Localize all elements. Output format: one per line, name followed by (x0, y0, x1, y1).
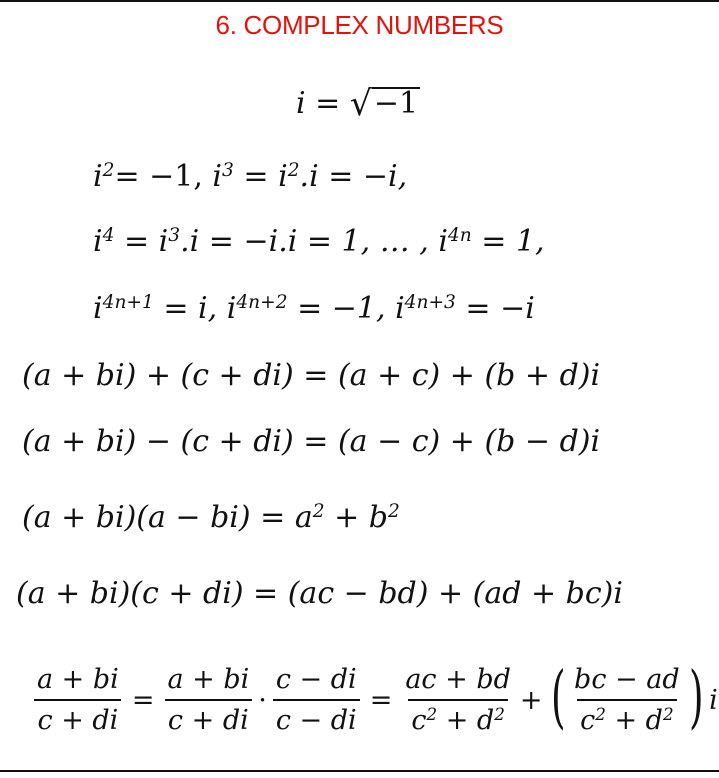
eq4-text: = −1, (287, 291, 396, 326)
denominator-term: c (411, 705, 427, 736)
fraction-original (164, 664, 252, 736)
fraction-denominator (408, 699, 508, 736)
equation-powers-4 (93, 224, 545, 259)
eq2-exponent: 3 (222, 159, 234, 181)
fraction-conjugate (273, 664, 360, 736)
eq7-exponent: 2 (387, 500, 400, 522)
fraction-real-part (402, 664, 514, 736)
eq3-exponent: 4n (447, 224, 472, 246)
equation-multiplication: (a + bi)(c + di) = (ac − bd) + (ad + bc)i (16, 576, 623, 611)
imaginary-unit: i (709, 684, 718, 716)
eq3-term: i (93, 224, 103, 259)
equation-powers-4n (93, 291, 535, 326)
equals-sign: = (369, 684, 393, 716)
fraction-denominator: c − di (273, 699, 360, 736)
eq2-term: i (212, 159, 223, 194)
denominator-exponent: 2 (662, 703, 674, 724)
eq3-term: i (158, 224, 169, 259)
equation-addition: (a + bi) + (c + di) = (a + c) + (b + d)i (22, 358, 601, 393)
equation-imaginary-unit (296, 83, 420, 124)
fraction-numerator: ac + bd (405, 664, 511, 695)
eq2-term: i (93, 159, 103, 194)
eq7-text: (a + bi)(a − bi) = a (22, 500, 313, 535)
left-parenthesis: ( (550, 658, 566, 737)
eq3-text: .i = −i.i = 1, … , (180, 224, 439, 259)
denominator-exponent: 2 (595, 703, 606, 724)
eq2-text: = −1, (114, 159, 213, 194)
eq4-term: i (226, 291, 237, 326)
eq1-equals: = (315, 86, 341, 121)
fraction-denominator (577, 699, 677, 736)
eq2-text: .i = −i, (299, 159, 408, 194)
eq2-term: i (278, 159, 288, 194)
fraction-numerator: a + bi (37, 664, 119, 695)
multiply-dot: · (258, 684, 267, 716)
eq7-exponent: 2 (312, 500, 325, 522)
eq2-text: = (233, 159, 279, 194)
equals-sign: = (131, 684, 155, 716)
eq2-exponent: 2 (102, 159, 115, 181)
eq4-term: i (93, 291, 103, 326)
radicand: −1 (373, 86, 419, 121)
equation-subtraction: (a + bi) − (c + di) = (a − c) + (b − d)i (22, 424, 601, 459)
fraction-numerator: c − di (275, 664, 357, 695)
fraction-numerator: a + bi (167, 664, 250, 695)
denominator-term: + d (437, 705, 495, 736)
eq7-text: + b (324, 500, 388, 535)
eq3-exponent: 4 (102, 224, 115, 246)
eq3-text: = 1, (471, 224, 545, 259)
bottom-divider (0, 770, 719, 772)
eq3-exponent: 3 (168, 224, 181, 246)
square-root (349, 83, 420, 124)
eq4-term: i (395, 291, 405, 326)
equation-powers-2-3 (93, 159, 408, 194)
fraction-denominator: c + di (165, 699, 252, 736)
fraction-imaginary-part (571, 664, 683, 736)
equation-conjugate-product (22, 500, 400, 535)
eq2-exponent: 2 (287, 159, 300, 181)
eq4-exponent: 4n+2 (236, 291, 288, 313)
eq1-lhs: i (296, 86, 306, 121)
eq4-text: = i, (153, 291, 227, 326)
eq4-text: = −i (455, 291, 535, 326)
fraction-denominator: c + di (34, 699, 121, 736)
fraction-lhs (34, 664, 122, 736)
denominator-exponent: 2 (494, 703, 505, 724)
denominator-exponent: 2 (426, 703, 438, 724)
plus-sign: + (519, 684, 543, 716)
eq3-term: i (438, 224, 448, 259)
eq4-exponent: 4n+3 (404, 291, 456, 313)
equation-division (30, 655, 718, 745)
top-divider (0, 0, 719, 2)
eq3-text: = (114, 224, 159, 259)
eq4-exponent: 4n+1 (102, 291, 154, 313)
denominator-term: + d (605, 705, 663, 736)
fraction-numerator: bc − ad (574, 664, 680, 695)
right-parenthesis: ) (688, 658, 704, 737)
denominator-term: c (580, 705, 596, 736)
page-title: 6. COMPLEX NUMBERS (215, 10, 504, 40)
radical-sign-icon: √ (349, 83, 372, 124)
